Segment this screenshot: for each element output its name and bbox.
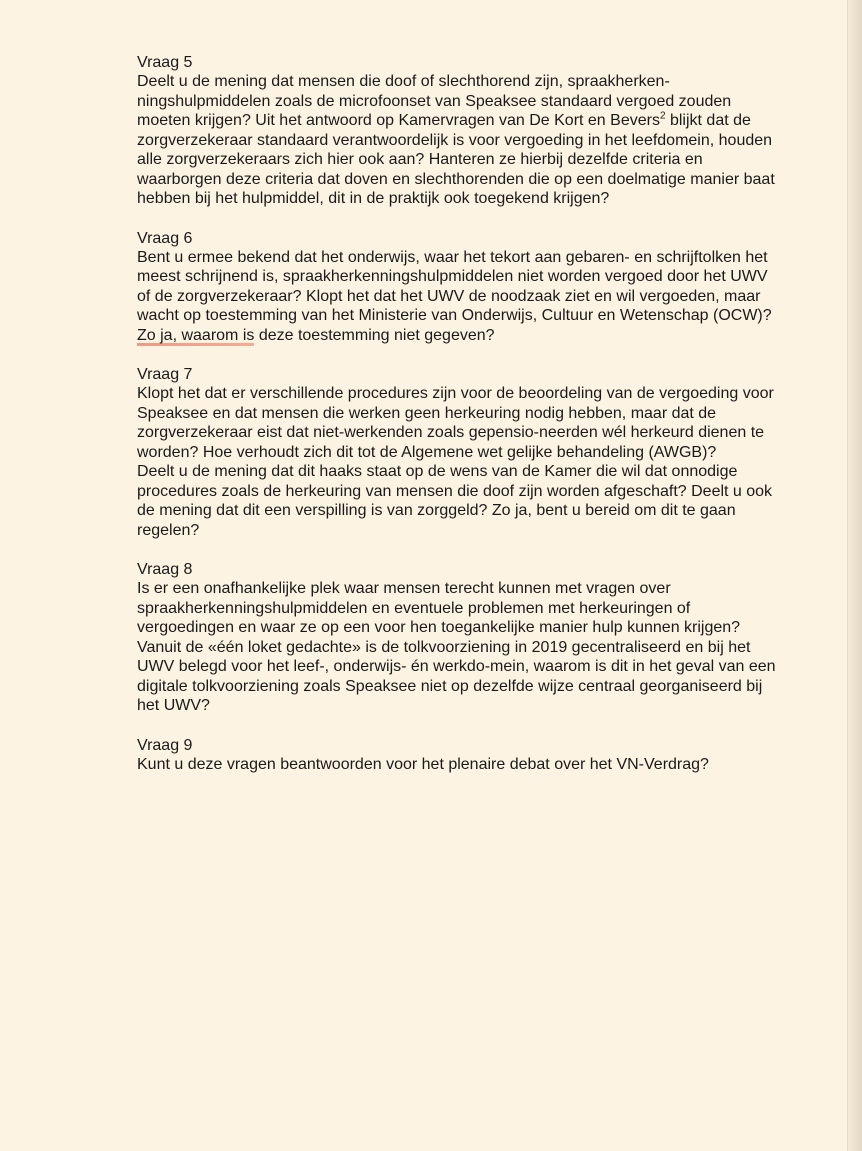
question-6 xyxy=(137,229,777,346)
question-9 xyxy=(137,736,777,775)
question-8 xyxy=(137,560,777,716)
document-body xyxy=(137,53,777,794)
question-7 xyxy=(137,365,777,540)
question-heading: Vraag 7 xyxy=(137,366,193,383)
page-edge xyxy=(847,0,862,1151)
question-text: Klopt het dat er verschillende procedures zijn voor de beoordeling van de vergoeding voor Speaksee en dat mensen die werken geen herkeuring nodig hebben, maar dat de zorgverzekeraar eist dat niet-werkenden zoals gepensio-neerden wél herkeurd dienen te worden? Hoe verhoudt zich dit tot de Algemene wet gelijke behandeling (AWGB)? xyxy=(137,385,774,461)
question-text: Is er een onafhankelijke plek waar mensen terecht kunnen met vragen over spraakherkenningshulpmiddelen en eventuele problemen met herkeuringen of vergoedingen en waar ze op een voor hen toegankelijke manier hulp kunnen krijgen? Vanuit de «één loket gedachte» is de tolkvoorziening in 2019 gecentraliseerd en bij het UWV belegd voor het leef-, onderwijs- én werkdo-mein, waarom is dit in het geval van een digitale tolkvoorziening zoals Speaksee niet op dezelfde wijze centraal georganiseerd bij het UWV? xyxy=(137,580,776,714)
question-text-part: blijkt dat de zorgverzekeraar standaard verantwoordelijk is voor vergoeding in het leefdomein, houden alle zorgverzekeraars zich hier ook aan? Hanteren ze hierbij dezelfde criteria en waarborgen deze criteria dat doven en slechthorenden die op een doelmatige manier baat hebben bij het hulpmiddel, dit in de praktijk ook toegekend krijgen? xyxy=(137,112,775,207)
question-text-part: Bent u ermee bekend dat het onderwijs, waar het tekort aan gebaren- en schrijftolken het meest schrijnend is, spraakherkenningshulpmiddelen niet worden vergoed door het UWV of de zorgverzekeraar? Klopt het dat het UWV de noodzaak ziet en wil vergoeden, maar wacht op toestemming van het Ministerie van Onderwijs, Cultuur en Wetenschap (OCW)? xyxy=(137,248,772,324)
question-text xyxy=(137,248,777,346)
question-heading: Vraag 6 xyxy=(137,229,193,247)
question-text: Kunt u deze vragen beantwoorden voor het plenaire debat over het VN-Verdrag? xyxy=(137,755,709,773)
question-text xyxy=(137,72,777,209)
question-text-part: Deelt u de mening dat mensen die doof of slechthorend zijn, spraakherken-ningshulpmiddelen zoals de microfoonset van Speaksee standaard vergoed zouden moeten krijgen? Uit het antwoord op Kamervragen van De Kort en Bevers xyxy=(137,73,732,129)
footnote-marker[interactable]: 2 xyxy=(659,110,666,122)
question-text: Deelt u de mening dat dit haaks staat op de wens van de Kamer die wil dat onnodige procedures zoals de herkeuring van mensen die doof zijn worden afgeschaft? Deelt u ook de mening dat dit een verspilling is van zorggeld? Zo ja, bent u bereid om dit te gaan regelen? xyxy=(137,463,773,539)
question-heading: Vraag 5 xyxy=(137,54,193,71)
question-5 xyxy=(137,53,777,209)
question-heading: Vraag 8 xyxy=(137,561,193,578)
question-heading: Vraag 9 xyxy=(137,736,193,754)
highlighted-text: Zo ja, waarom is xyxy=(137,326,255,344)
question-text-part: deze toestemming niet gegeven? xyxy=(254,326,495,344)
